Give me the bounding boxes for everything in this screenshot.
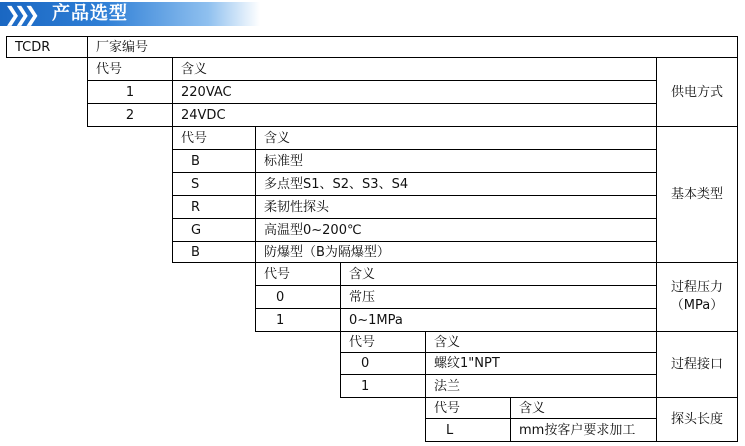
- meaning-cell: 法兰: [425, 374, 657, 398]
- code-header: 代号: [87, 57, 173, 81]
- code-cell: G: [172, 218, 256, 242]
- meaning-header: 含义: [340, 262, 657, 286]
- code-cell: S: [172, 172, 256, 196]
- meaning-cell: 柔韧性探头: [255, 195, 657, 219]
- category-label: 过程接口: [656, 331, 738, 398]
- code-cell: 1: [340, 374, 426, 398]
- code-cell: L: [425, 418, 511, 442]
- meaning-cell: 常压: [340, 285, 657, 309]
- code-header: 代号: [172, 126, 256, 150]
- meaning-cell: 0~1MPa: [340, 308, 657, 332]
- code-cell: 1: [255, 308, 341, 332]
- meaning-cell: 螺纹1"NPT: [425, 352, 657, 375]
- code-header: 代号: [340, 331, 426, 353]
- meaning-header: 含义: [255, 126, 657, 150]
- code-cell: 0: [340, 352, 426, 375]
- meaning-cell: mm按客户要求加工: [510, 418, 657, 442]
- meaning-cell: 标准型: [255, 149, 657, 173]
- meaning-header: 含义: [510, 397, 657, 419]
- category-label: 供电方式: [656, 57, 738, 127]
- code-cell: B: [172, 241, 256, 263]
- banner-background: [0, 2, 260, 26]
- meaning-cell: 防爆型（B为隔爆型）: [255, 241, 657, 263]
- code-header: 代号: [425, 397, 511, 419]
- meaning-cell: 220VAC: [172, 80, 657, 104]
- meaning-cell: 24VDC: [172, 103, 657, 127]
- meaning-cell: 多点型S1、S2、S3、S4: [255, 172, 657, 196]
- model-prefix-cell: TCDR: [6, 36, 88, 58]
- chevron-right-icon: ❯❯❯: [4, 2, 34, 26]
- code-cell: 0: [255, 285, 341, 309]
- page-title: 产品选型: [52, 3, 128, 24]
- code-cell: B: [172, 149, 256, 173]
- meaning-header: 含义: [425, 331, 657, 353]
- category-label: 过程压力 （MPa）: [656, 262, 738, 332]
- meaning-cell: 高温型0~200℃: [255, 218, 657, 242]
- code-cell: R: [172, 195, 256, 219]
- code-cell: 1: [87, 80, 173, 104]
- section-banner: [0, 2, 260, 26]
- category-label: 探头长度: [656, 397, 738, 442]
- meaning-header: 含义: [172, 57, 657, 81]
- code-header: 代号: [255, 262, 341, 286]
- maker-code-cell: 厂家编号: [87, 36, 738, 58]
- code-cell: 2: [87, 103, 173, 127]
- category-label: 基本类型: [656, 126, 738, 263]
